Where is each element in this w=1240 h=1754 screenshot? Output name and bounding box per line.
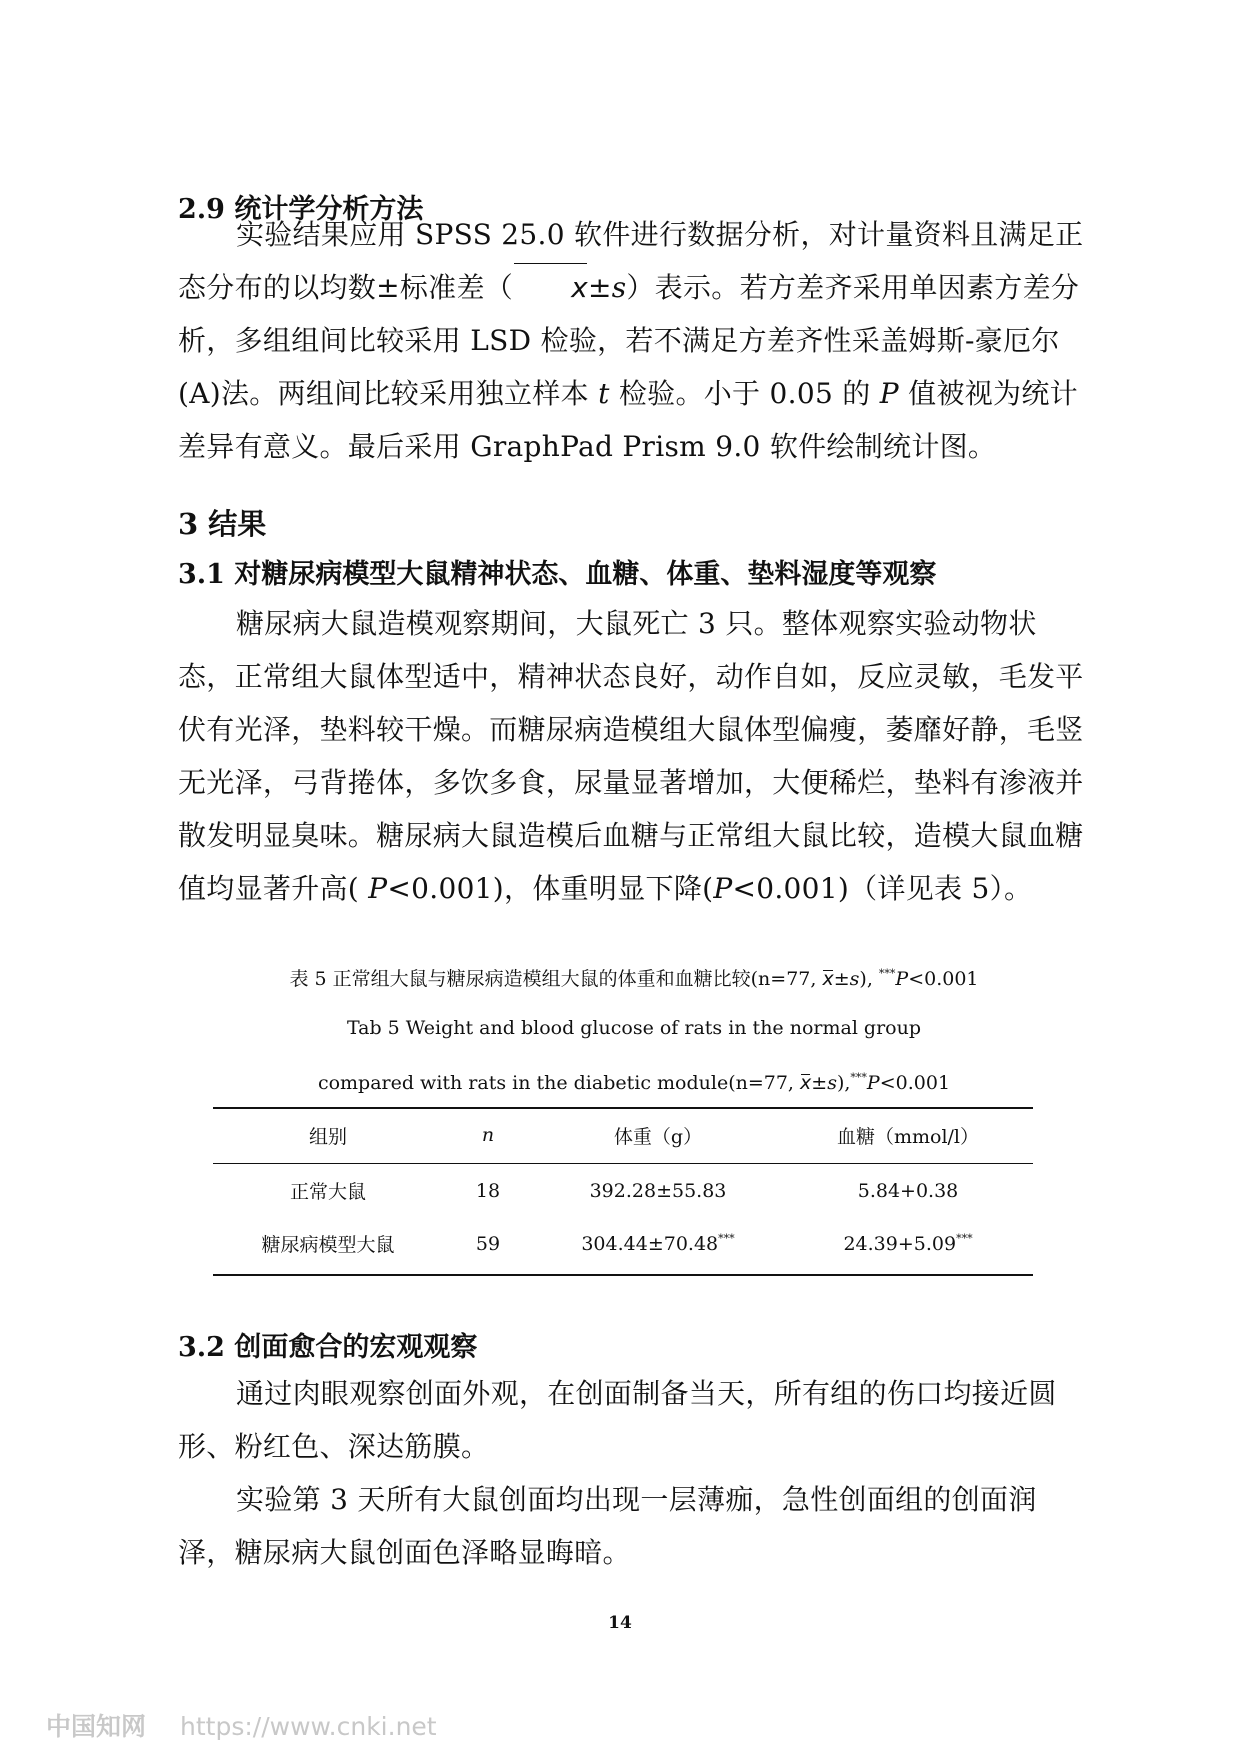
table-caption-cn: 表 5 正常组大鼠与糖尿病造模组大鼠的体重和血糖比较(n=77, x±s), ***P<0.001 bbox=[289, 967, 979, 990]
column-header-weight: 体重（g） bbox=[533, 1107, 783, 1164]
section-heading-3-1: 3.1 对糖尿病模型大鼠精神状态、血糖、体重、垫料湿度等观察 bbox=[178, 559, 937, 590]
cell-group: 正常大鼠 bbox=[289, 1181, 366, 1203]
column-header-group: 组别 bbox=[213, 1107, 443, 1164]
cell-group: 糖尿病模型大鼠 bbox=[261, 1234, 395, 1256]
cell-glucose: 5.84+0.38 bbox=[857, 1180, 959, 1202]
paragraph-statistics: 实验结果应用 SPSS 25.0 软件进行数据分析，对计量资料且满足正态分布的以均数±标准差（ x±s）表示。若方差齐采用单因素方差分析，多组组间比较采用 LSD 检验，若不满足方差齐性采盖姆斯-豪厄尔(A)法。两组间比较采用独立样本 t 检验。小于 0.05 的 P 值被视为统计差异有意义。最后采用 GraphPad Prism 9.0 软件绘制统计图。 bbox=[178, 218, 1084, 463]
table-row bbox=[213, 1164, 1033, 1218]
cell-glucose: 24.39+5.09*** bbox=[843, 1232, 973, 1255]
column-header-glucose: 血糖（mmol/l） bbox=[783, 1107, 1033, 1164]
paragraph-wound-day3: 实验第 3 天所有大鼠创面均出现一层薄痂，急性创面组的创面润泽，糖尿病大鼠创面色泽略显晦暗。 bbox=[178, 1483, 1037, 1569]
column-header-n: n bbox=[443, 1107, 533, 1164]
table-header-row bbox=[213, 1107, 1033, 1164]
section-heading-3-2: 3.2 创面愈合的宏观观察 bbox=[178, 1332, 478, 1363]
x-bar-symbol: x bbox=[513, 261, 588, 314]
cell-n: 18 bbox=[475, 1179, 501, 1202]
paragraph-wound-day0: 通过肉眼观察创面外观，在创面制备当天，所有组的伤口均接近圆形、粉红色、深达筋膜。 bbox=[178, 1377, 1057, 1463]
cnki-logo: 中国知网 bbox=[46, 1712, 147, 1741]
section-heading-2-9: 2.9 统计学分析方法 bbox=[178, 194, 424, 225]
table-caption-en-line1: Tab 5 Weight and blood glucose of rats in the normal group bbox=[346, 1017, 922, 1039]
table-row bbox=[213, 1217, 1033, 1270]
cell-n: 59 bbox=[475, 1232, 501, 1255]
x-bar-symbol: x bbox=[822, 968, 834, 990]
cnki-watermark bbox=[46, 1707, 437, 1743]
section-heading-3: 3 结果 bbox=[178, 507, 267, 541]
cell-weight: 304.44±70.48*** bbox=[581, 1232, 735, 1255]
table-caption-en-line2: compared with rats in the diabetic module(n=77, x±s),***P<0.001 bbox=[317, 1071, 951, 1094]
cell-weight: 392.28±55.83 bbox=[589, 1180, 727, 1202]
page-number: 14 bbox=[608, 1613, 632, 1633]
cnki-url: https://www.cnki.net bbox=[180, 1712, 437, 1741]
table-bottom-rule bbox=[213, 1274, 1033, 1276]
results-table bbox=[213, 1107, 1033, 1270]
x-bar-symbol: x bbox=[800, 1072, 812, 1094]
paragraph-observation: 糖尿病大鼠造模观察期间，大鼠死亡 3 只。整体观察实验动物状态，正常组大鼠体型适中，精神状态良好，动作自如，反应灵敏，毛发平伏有光泽，垫料较干燥。而糖尿病造模组大鼠体型偏瘦，萎靡好静，毛竖无光泽，弓背捲体，多饮多食，尿量显著增加，大便稀烂，垫料有渗液并散发明显臭味。糖尿病大鼠造模后血糖与正常组大鼠比较，造模大鼠血糖值均显著升高( P<0.001)，体重明显下降(P<0.001)（详见表 5）。 bbox=[178, 607, 1084, 905]
